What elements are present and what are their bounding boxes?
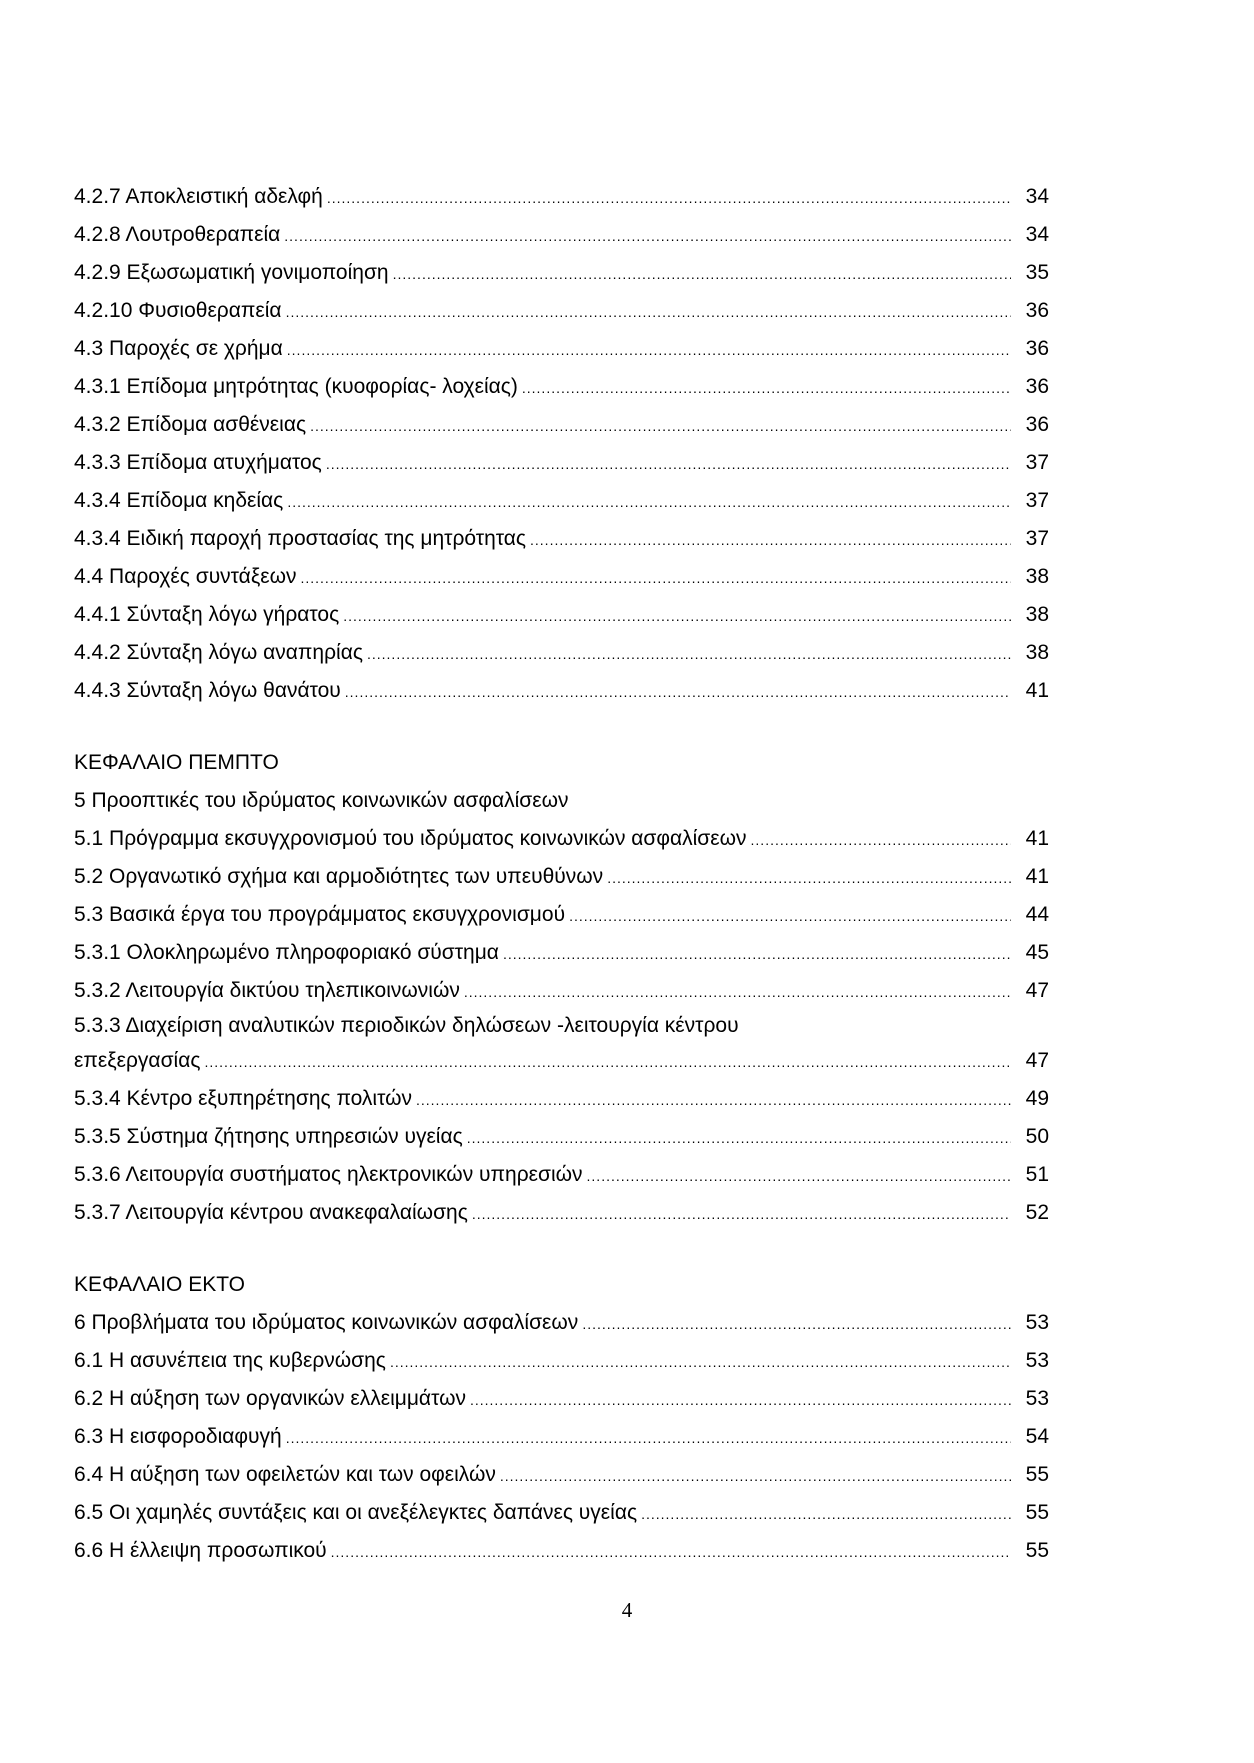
toc-entry-page: 37 <box>1025 489 1049 512</box>
toc-entry <box>74 1532 1049 1570</box>
toc-entry-page: 37 <box>1025 527 1049 550</box>
toc-entry-page: 36 <box>1025 375 1049 398</box>
toc-entry-page: 55 <box>1025 1539 1049 1562</box>
dot-leader <box>327 179 1011 217</box>
toc-entry <box>74 482 1049 520</box>
dot-leader <box>472 1195 1011 1233</box>
toc-entry <box>74 330 1049 368</box>
toc-entry-page: 54 <box>1025 1425 1049 1448</box>
toc-entry <box>74 972 1049 1010</box>
toc-entry-page: 52 <box>1025 1201 1049 1224</box>
toc-entry-page: 44 <box>1025 903 1049 926</box>
toc-entry <box>74 672 1049 710</box>
toc-entry-page: 49 <box>1025 1087 1049 1110</box>
toc-entry <box>74 254 1049 292</box>
toc-entry-page: 47 <box>1025 1049 1049 1072</box>
toc-group-chapter6 <box>74 1266 1049 1570</box>
toc-entry <box>74 406 1049 444</box>
dot-leader <box>390 1343 1011 1381</box>
toc-entry-title: επεξεργασίας <box>74 1049 201 1072</box>
dot-leader <box>286 1419 1011 1457</box>
toc-entry-page: 36 <box>1025 299 1049 322</box>
toc-entry-title: 5.3.6 Λειτουργία συστήματος ηλεκτρονικών υπηρεσιών <box>74 1163 583 1186</box>
toc-entry <box>74 216 1049 254</box>
toc-entry-page: 47 <box>1025 979 1049 1002</box>
toc-entry <box>74 1156 1049 1194</box>
toc-entry-title: 6 Προβλήματα του ιδρύματος κοινωνικών ασφαλίσεων <box>74 1311 579 1334</box>
chapter-heading: ΚΕΦΑΛΑΙΟ ΠΕΜΠΤΟ <box>74 751 279 774</box>
dot-leader <box>284 217 1011 255</box>
toc-entry-title: 4.2.10 Φυσιοθεραπεία <box>74 299 282 322</box>
toc-entry <box>74 444 1049 482</box>
dot-leader <box>587 1157 1011 1195</box>
section-spacer <box>74 1232 1049 1266</box>
toc-entry-title: 6.4 Η αύξηση των οφειλετών και των οφειλών <box>74 1463 496 1486</box>
toc-entry <box>74 1456 1049 1494</box>
dot-leader <box>416 1081 1011 1119</box>
toc-entry <box>74 1380 1049 1418</box>
toc-entry <box>74 896 1049 934</box>
toc-entry-page: 38 <box>1025 565 1049 588</box>
dot-leader <box>530 521 1011 559</box>
toc-entry <box>74 1494 1049 1532</box>
toc-entry-title: 4.2.9 Εξωσωματική γονιμοποίηση <box>74 261 389 284</box>
toc-entry <box>74 1342 1049 1380</box>
toc-entry-page: 41 <box>1025 679 1049 702</box>
page-number: 4 <box>621 1598 633 1622</box>
toc-entry-title: 4.2.8 Λουτροθεραπεία <box>74 223 281 246</box>
toc-entry-title: 5.3.1 Ολοκληρωμένο πληροφοριακό σύστημα <box>74 941 499 964</box>
dot-leader <box>467 1119 1011 1157</box>
toc-entry-wrapped-line1 <box>74 1010 1049 1042</box>
dot-leader <box>393 255 1011 293</box>
toc-entry-title: 4.4 Παροχές συντάξεων <box>74 565 297 588</box>
toc-entry-page: 34 <box>1025 223 1049 246</box>
toc-entry <box>74 1118 1049 1156</box>
toc-entry-page: 51 <box>1025 1163 1049 1186</box>
chapter-heading: ΚΕΦΑΛΑΙΟ ΕΚΤΟ <box>74 1273 246 1296</box>
toc-entry-page: 36 <box>1025 337 1049 360</box>
toc-entry-page: 53 <box>1025 1349 1049 1372</box>
toc-entry-title: 4.4.2 Σύνταξη λόγω αναπηρίας <box>74 641 363 664</box>
dot-leader <box>464 973 1011 1011</box>
toc-entry <box>74 178 1049 216</box>
toc-entry-title: 4.4.1 Σύνταξη λόγω γήρατος <box>74 603 340 626</box>
toc-entry <box>74 368 1049 406</box>
toc-entry-page: 55 <box>1025 1501 1049 1524</box>
toc-entry-title: 4.3.4 Επίδομα κηδείας <box>74 489 284 512</box>
toc-entry-page: 45 <box>1025 941 1049 964</box>
toc-entry <box>74 1418 1049 1456</box>
toc-entry-wrapped-line2 <box>74 1042 1049 1080</box>
toc-entry <box>74 558 1049 596</box>
toc-entry-page: 37 <box>1025 451 1049 474</box>
dot-leader <box>607 859 1011 897</box>
dot-leader <box>300 559 1011 597</box>
toc-entry-title: 4.3 Παροχές σε χρήμα <box>74 337 283 360</box>
toc-entry-title: 5.2 Οργανωτικό σχήμα και αρμοδιότητες των υπευθύνων <box>74 865 604 888</box>
dot-leader <box>310 407 1011 445</box>
dot-leader <box>287 331 1011 369</box>
toc-entry-title: 6.3 Η εισφοροδιαφυγή <box>74 1425 282 1448</box>
dot-leader <box>343 597 1011 635</box>
toc-entry <box>74 596 1049 634</box>
toc-entry <box>74 934 1049 972</box>
toc-entry-page: 38 <box>1025 603 1049 626</box>
toc-entry-title: 5.3.5 Σύστημα ζήτησης υπηρεσιών υγείας <box>74 1125 463 1148</box>
toc-entry-page: 36 <box>1025 413 1049 436</box>
toc-entry <box>74 634 1049 672</box>
toc-entry <box>74 1304 1049 1342</box>
toc-entry-title: 5.3.3 Διαχείριση αναλυτικών περιοδικών δηλώσεων -λειτουργία κέντρου <box>74 1014 739 1037</box>
toc-entry-title: 5.3.2 Λειτουργία δικτύου τηλεπικοινωνιών <box>74 979 460 1002</box>
dot-leader <box>470 1381 1011 1419</box>
toc-entry <box>74 1080 1049 1118</box>
toc-entry-title: 4.3.1 Επίδομα μητρότητας (κυοφορίας- λοχείας) <box>74 375 518 398</box>
dot-leader <box>326 445 1011 483</box>
dot-leader <box>287 483 1011 521</box>
toc-entry-page: 38 <box>1025 641 1049 664</box>
toc-entry-page: 55 <box>1025 1463 1049 1486</box>
dot-leader <box>569 897 1011 935</box>
toc-entry-page: 53 <box>1025 1311 1049 1334</box>
toc-entry-title: 4.2.7 Αποκλειστική αδελφή <box>74 185 323 208</box>
toc-entry-title: 5.3 Βασικά έργα του προγράμματος εκσυγχρονισμού <box>74 903 566 926</box>
toc-entry-title: 5.1 Πρόγραμμα εκσυγχρονισμού του ιδρύματος κοινωνικών ασφαλίσεων <box>74 827 747 850</box>
dot-leader <box>522 369 1011 407</box>
dot-leader <box>503 935 1011 973</box>
toc-entry-title: 6.6 Η έλλειψη προσωπικού <box>74 1539 327 1562</box>
toc-entry-title: 4.3.3 Επίδομα ατυχήματος <box>74 451 322 474</box>
toc-entry <box>74 292 1049 330</box>
toc-entry <box>74 520 1049 558</box>
toc-group-chapter5 <box>74 744 1049 1232</box>
dot-leader <box>367 635 1011 673</box>
toc-entry-page: 41 <box>1025 827 1049 850</box>
toc-entry-page: 35 <box>1025 261 1049 284</box>
dot-leader <box>286 293 1011 331</box>
toc-entry-title: 5.3.7 Λειτουργία κέντρου ανακεφαλαίωσης <box>74 1201 468 1224</box>
chapter-subtitle: 5 Προοπτικές του ιδρύματος κοινωνικών ασφαλίσεων <box>74 789 569 812</box>
dot-leader <box>641 1495 1011 1533</box>
dot-leader <box>345 673 1011 711</box>
dot-leader <box>751 821 1011 859</box>
toc-entry-page: 50 <box>1025 1125 1049 1148</box>
toc-entry-page: 34 <box>1025 185 1049 208</box>
table-of-contents <box>74 178 1049 1570</box>
dot-leader <box>204 1043 1011 1081</box>
toc-group-chapter4 <box>74 178 1049 710</box>
toc-entry-title: 5.3.4 Κέντρο εξυπηρέτησης πολιτών <box>74 1087 412 1110</box>
toc-entry <box>74 858 1049 896</box>
toc-entry-title: 4.3.4 Ειδική παροχή προστασίας της μητρότητας <box>74 527 527 550</box>
toc-entry-page: 41 <box>1025 865 1049 888</box>
toc-entry-title: 4.4.3 Σύνταξη λόγω θανάτου <box>74 679 341 702</box>
dot-leader <box>331 1533 1011 1571</box>
toc-entry-title: 6.1 Η ασυνέπεια της κυβερνώσης <box>74 1349 386 1372</box>
toc-entry-title: 6.2 Η αύξηση των οργανικών ελλειμμάτων <box>74 1387 466 1410</box>
toc-entry-title: 4.3.2 Επίδομα ασθένειας <box>74 413 307 436</box>
dot-leader <box>582 1305 1011 1343</box>
toc-entry-page: 53 <box>1025 1387 1049 1410</box>
toc-entry-title: 6.5 Οι χαμηλές συντάξεις και οι ανεξέλεγκτες δαπάνες υγείας <box>74 1501 638 1524</box>
dot-leader <box>500 1457 1011 1495</box>
section-spacer <box>74 710 1049 744</box>
toc-entry <box>74 1194 1049 1232</box>
toc-entry <box>74 820 1049 858</box>
